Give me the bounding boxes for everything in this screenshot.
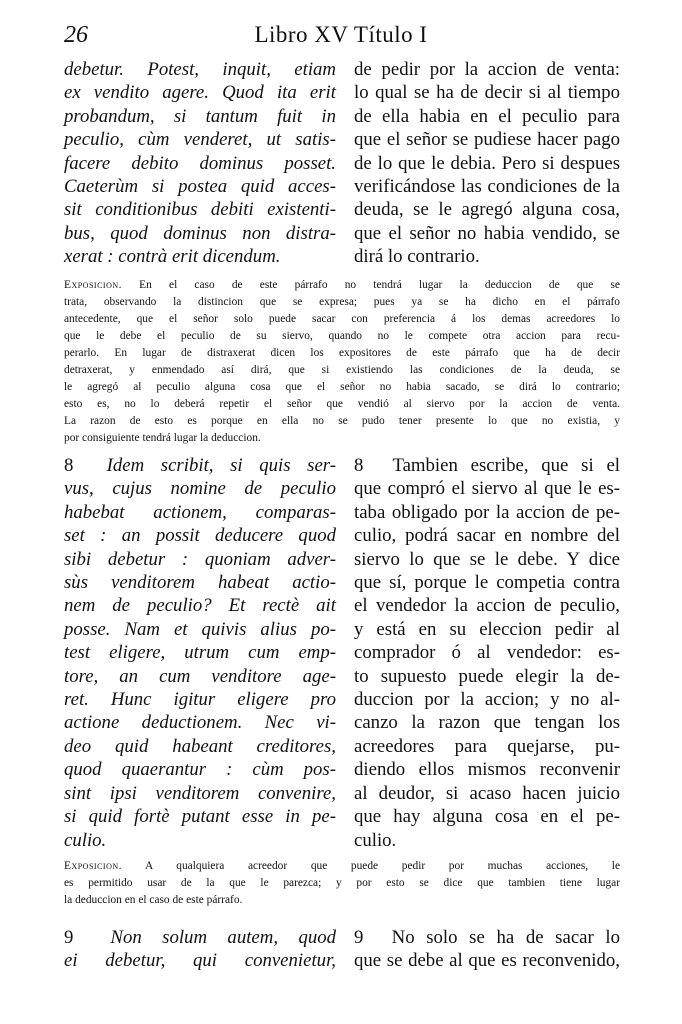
spanish-line bbox=[354, 926, 620, 949]
paragraph-block-9 bbox=[64, 926, 620, 973]
latin-column bbox=[64, 454, 336, 852]
note-line: trata, observando la distincion que se expresa; pues ya se ha dicho en el párrafo bbox=[64, 296, 620, 308]
note-line: antecedente, que el señor solo puede sacar con preferencia á los demas acreedores lo bbox=[64, 313, 620, 325]
spanish-line: de ella habia en el peculio para bbox=[354, 105, 620, 127]
latin-line bbox=[64, 926, 336, 949]
latin-line: nem de peculio? Et rectè ait bbox=[64, 595, 336, 617]
spanish-line: canzo la razon que tengan los bbox=[354, 712, 620, 734]
latin-line: ei debetur, qui convenietur, bbox=[64, 950, 336, 972]
latin-line: test eligere, utrum cum emp- bbox=[64, 642, 336, 664]
spanish-line bbox=[354, 454, 620, 477]
latin-line: deo quid habeant creditores, bbox=[64, 735, 336, 757]
spanish-line: dirá lo contrario. bbox=[354, 246, 480, 268]
note-label: Exposicion. bbox=[64, 860, 122, 872]
note-line bbox=[64, 277, 620, 294]
spanish-line: lo qual se ha de decir si al tiempo bbox=[354, 82, 620, 104]
latin-line: Caeterùm si postea quid acces- bbox=[64, 176, 336, 198]
latin-line: sint ipsi venditorem convenire, bbox=[64, 782, 336, 804]
page-number: 26 bbox=[64, 22, 88, 48]
latin-line: xerat : contrà erit dicendum. bbox=[64, 246, 281, 268]
spanish-column bbox=[354, 454, 620, 852]
spanish-line: que se debe al que es reconvenido, bbox=[354, 950, 620, 972]
note-text: A qualquiera acreedor que puede pedir por muchas acciones, le bbox=[145, 860, 621, 872]
exposition-note bbox=[64, 277, 620, 447]
note-line: la deduccion en el caso de este párrafo. bbox=[64, 894, 243, 906]
latin-column bbox=[64, 926, 336, 973]
paragraph-number: 9 bbox=[64, 927, 74, 948]
spanish-text: No solo se ha de sacar lo bbox=[391, 927, 620, 948]
spanish-text: Tambien escribe, que si el bbox=[392, 455, 621, 476]
latin-column bbox=[64, 58, 336, 269]
spanish-line: comprador ó al vendedor: es- bbox=[354, 642, 620, 664]
latin-text: Idem scribit, si quis ser- bbox=[106, 455, 336, 476]
spanish-column bbox=[354, 58, 620, 269]
spanish-line: al deudor, si acaso hacen juicio bbox=[354, 782, 620, 804]
running-title: Libro XV Título I bbox=[254, 22, 428, 47]
spanish-line: diendo ellos mismos reconvenir bbox=[354, 759, 620, 781]
note-line: esto es, no lo deberá repetir el señor que vendió al siervo por la accion de venta. bbox=[64, 398, 620, 410]
paragraph-number: 9 bbox=[354, 927, 364, 948]
latin-line: posse. Nam et quivis alius po- bbox=[64, 618, 336, 640]
paragraph-block-continuation bbox=[64, 58, 620, 269]
spanish-line: acreedores para quejarse, pu- bbox=[354, 735, 620, 757]
spanish-line: el vendedor la accion de peculio, bbox=[354, 595, 620, 617]
latin-line: set : an possit deducere quod bbox=[64, 525, 336, 547]
paragraph-number: 8 bbox=[354, 455, 364, 476]
note-line: es permitido usar de la que le parezca; y por esto se dice que tambien tiene lugar bbox=[64, 877, 620, 889]
note-line: le agregó al peculio alguna cosa que el señor no habia sacado, se dirá lo contrario; bbox=[64, 381, 620, 393]
spanish-line: que compró el siervo al que le es- bbox=[354, 478, 620, 500]
spanish-line: siervo lo que se le debe. Y dice bbox=[354, 548, 620, 570]
latin-line: si quid fortè putant esse in pe- bbox=[64, 806, 336, 828]
spanish-line: que sí, porque le competia contra bbox=[354, 572, 620, 594]
note-line: detraxerat, y enmendado así dirá, que si existiendo las condiciones de la deuda, se bbox=[64, 364, 620, 376]
spanish-line: duccion por la accion; y no al- bbox=[354, 689, 620, 711]
latin-line: actione deductionem. Nec vi- bbox=[64, 712, 336, 734]
spanish-line: culio. bbox=[354, 829, 397, 851]
paragraph-block-8 bbox=[64, 454, 620, 852]
latin-line: debetur. Potest, inquit, etiam bbox=[64, 59, 336, 80]
spanish-line: de lo que le debia. Pero si despues bbox=[354, 152, 620, 174]
spanish-line: que hay alguna cosa en el pe- bbox=[354, 806, 620, 828]
latin-line: tore, an cum venditore age- bbox=[64, 665, 336, 687]
latin-line: vus, cujus nomine de peculio bbox=[64, 478, 336, 500]
latin-line: facere debito dominus posset. bbox=[64, 152, 336, 174]
latin-line: sit conditionibus debiti existenti- bbox=[64, 199, 336, 221]
latin-text: Non solum autem, quod bbox=[110, 927, 336, 948]
latin-line: probandum, si tantum fuit in bbox=[64, 105, 336, 127]
note-line: que le debe el peculio de su siervo, quando no le compete otra accion para recu- bbox=[64, 330, 620, 342]
note-line: por consiguiente tendrá lugar la deduccion. bbox=[64, 432, 261, 444]
spanish-line: verificándose las condiciones de la bbox=[354, 176, 620, 198]
latin-line: sùs venditorem habeat actio- bbox=[64, 572, 336, 594]
note-label: Exposicion. bbox=[64, 279, 122, 291]
note-line: perarlo. En lugar de distraxerat dicen los expositores de este párrafo que ha de decir bbox=[64, 347, 620, 359]
spanish-line: to supuesto puede elegir la de- bbox=[354, 665, 620, 687]
spanish-line: taba obligado por la accion de pe- bbox=[354, 501, 620, 523]
latin-line: peculio, cùm venderet, ut satis- bbox=[64, 129, 336, 151]
latin-line: ret. Hunc igitur eligere pro bbox=[64, 689, 336, 711]
latin-line bbox=[64, 454, 336, 477]
spanish-line: de pedir por la accion de venta: bbox=[354, 59, 620, 80]
note-line: La razon de esto es porque en ella no se pudo tener presente lo que no existia, y bbox=[64, 415, 620, 427]
note-line bbox=[64, 858, 620, 875]
latin-line: sibi debetur : quoniam adver- bbox=[64, 548, 336, 570]
spanish-line: y está en su eleccion pedir al bbox=[354, 618, 620, 640]
latin-line: habebat actionem, comparas- bbox=[64, 501, 336, 523]
spanish-line: culio, podrá sacar en nombre del bbox=[354, 525, 620, 547]
spanish-column bbox=[354, 926, 620, 973]
latin-line: ex vendito agere. Quod ita erit bbox=[64, 82, 336, 104]
exposition-note bbox=[64, 858, 620, 909]
latin-line: culio. bbox=[64, 829, 107, 851]
note-text: En el caso de este párrafo no tendrá lugar la deduccion de que se bbox=[139, 279, 620, 291]
paragraph-number: 8 bbox=[64, 455, 74, 476]
latin-line: quod quaerantur : cùm pos- bbox=[64, 759, 336, 781]
spanish-line: que el señor se pudiese hacer pago bbox=[354, 129, 620, 151]
spanish-line: deuda, se le agregó alguna cosa, bbox=[354, 199, 620, 221]
latin-line: bus, quod dominus non distra- bbox=[64, 222, 336, 244]
spanish-line: que el señor no habia vendido, se bbox=[354, 222, 620, 244]
page-header bbox=[0, 22, 682, 52]
